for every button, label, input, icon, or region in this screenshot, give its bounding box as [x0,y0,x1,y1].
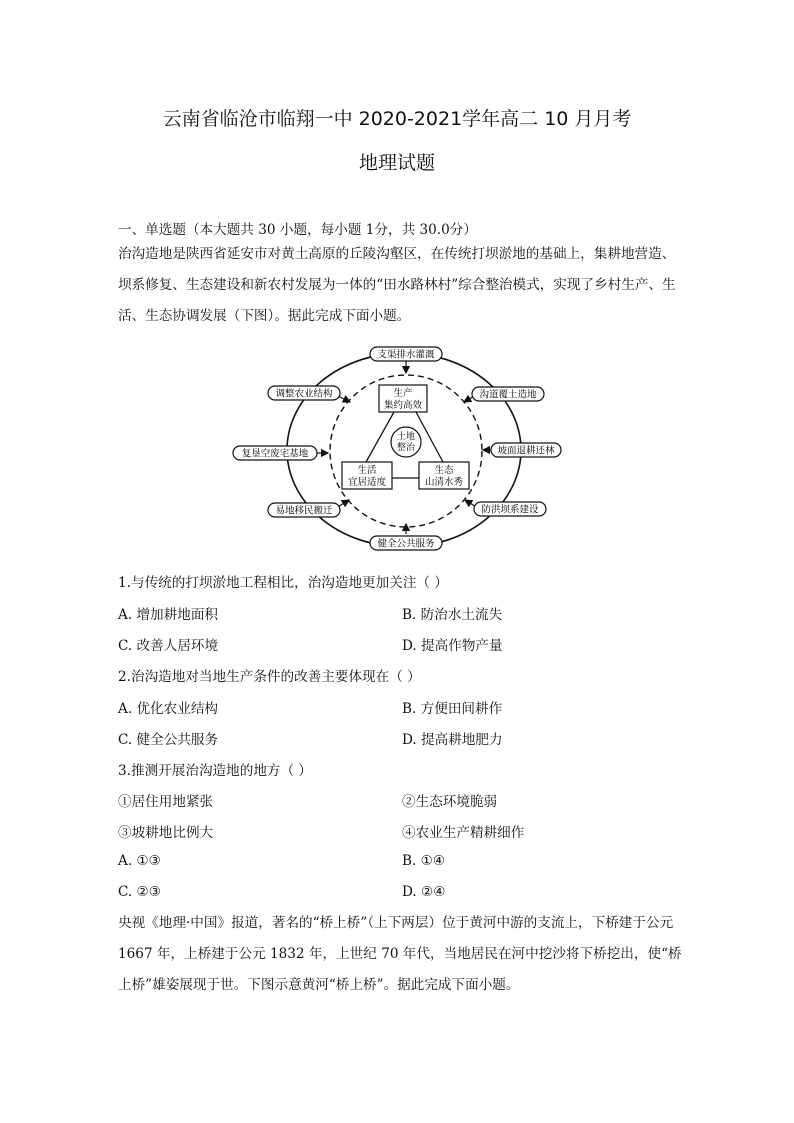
label-box-bottom [370,536,442,550]
label-box-lower-right [474,502,546,516]
question-1-option-b[interactable]: B. 防治水土流失 [402,607,503,623]
question-1-option-d[interactable]: D. 提高作物产量 [402,638,503,654]
exam-subject: 地理试题 [358,152,435,174]
svg-text:集约高效: 集约高效 [383,400,423,411]
section-heading: 一、单选题（本大题共 30 小题，每小题 1分，共 30.0分） [118,222,477,238]
label-box-top [370,347,442,361]
triangle-left-edge [366,412,394,462]
question-1-option-a[interactable]: A. 增加耕地面积 [118,607,219,623]
ecology-box [419,462,469,489]
svg-text:复垦空废宅基地: 复垦空废宅基地 [241,448,309,460]
svg-text:支渠排水灌溉: 支渠排水灌溉 [377,349,435,361]
exam-title: 云南省临沧市临翔一中 2020-2021学年高二 10 月月考 [162,108,632,130]
question-3-stem: 3.推测开展治沟造地的地方（ ） [118,763,313,779]
svg-text:整治: 整治 [396,443,416,453]
question-3-option-d[interactable]: D. ②④ [402,884,446,900]
question-3-statement-1: ①居住用地紧张 [118,794,214,810]
question-3-statement-2: ②生态环境脆弱 [402,794,498,810]
life-box [342,462,392,489]
question-2-option-b[interactable]: B. 方便田间耕作 [402,701,503,717]
center-circle [391,427,421,457]
land-consolidation-diagram [228,342,564,556]
svg-text:易地移民搬迁: 易地移民搬迁 [275,505,333,517]
svg-text:沟道覆土造地: 沟道覆土造地 [479,389,537,401]
svg-text:健全公共服务: 健全公共服务 [377,538,435,550]
svg-text:山清水秀: 山清水秀 [424,477,464,488]
question-2-option-d[interactable]: D. 提高耕地肥力 [402,732,503,748]
passage-1: 治沟造地是陕西省延安市对黄土高原的丘陵沟壑区，在传统打坝淤地的基础上，集耕地营造、坝系修复、生态建设和新农村发展为一体的“田水路林村”综合整治模式，实现了乡村生产、生活、生态协调发展（下图）。据此完成下面小题。 [118,246,676,324]
svg-text:生产: 生产 [393,388,413,399]
label-box-upper-right [472,387,544,401]
svg-text:宜居适度: 宜居适度 [347,477,387,488]
label-box-lower-left [268,503,340,517]
svg-text:生活: 生活 [357,465,377,476]
label-box-left [233,446,317,460]
production-box [379,385,427,412]
passage-2: 央视《地理·中国》报道，著名的“桥上桥”（上下两层）位于黄河中游的支流上，下桥建于公元 1667 年，上桥建于公元 1832 年，上世纪 70 年代，当地居民在河中挖沙将下桥挖出，使“桥上桥”雄姿展现于世。下图示意黄河“桥上桥”。据此完成下面小题。 [118,915,682,993]
question-2-stem: 2.治沟造地对当地生产条件的改善主要体现在（ ） [118,669,421,685]
svg-text:土地: 土地 [396,432,416,442]
svg-text:防洪坝系建设: 防洪坝系建设 [481,504,539,516]
question-2-option-a[interactable]: A. 优化农业结构 [118,701,219,717]
question-3-option-b[interactable]: B. ①④ [402,853,446,869]
question-2-option-c[interactable]: C. 健全公共服务 [118,732,219,748]
svg-text:坡面退耕还林: 坡面退耕还林 [497,445,555,457]
question-3-option-c[interactable]: C. ②③ [118,884,161,900]
question-1-stem: 1.与传统的打坝淤地工程相比，治沟造地更加关注（ ） [118,575,448,591]
label-box-upper-left [268,386,340,400]
question-1-option-c[interactable]: C. 改善人居环境 [118,638,219,654]
svg-text:生态: 生态 [434,465,454,476]
question-3-statement-4: ④农业生产精耕细作 [402,825,525,841]
svg-text:调整农业结构: 调整农业结构 [275,388,333,400]
label-box-right [491,443,561,457]
question-3-statement-3: ③坡耕地比例大 [118,825,214,841]
question-3-option-a[interactable]: A. ①③ [118,853,161,869]
